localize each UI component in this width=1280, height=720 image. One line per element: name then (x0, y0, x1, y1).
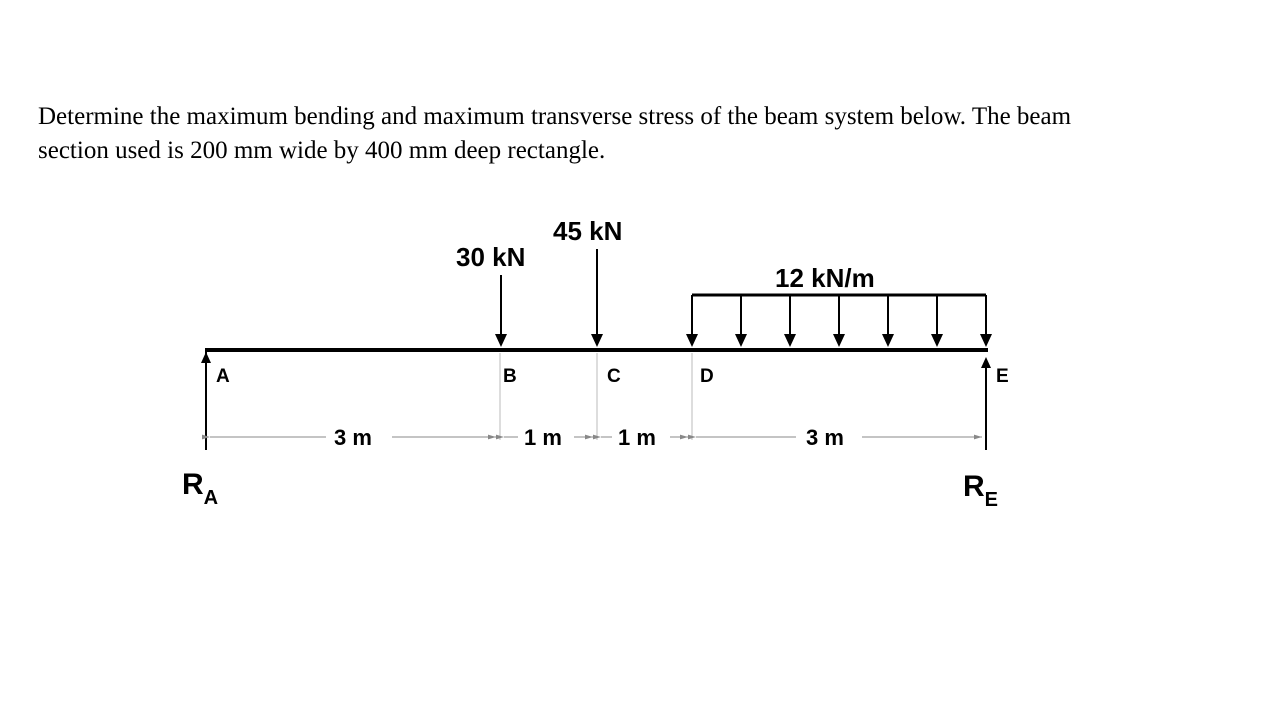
reaction-label-a (182, 468, 218, 509)
udl-arrow (686, 295, 698, 347)
reaction-arrow-e (981, 357, 991, 450)
udl-arrow (735, 295, 747, 347)
reaction-label-e-main: R (963, 470, 985, 503)
reaction-label-a-sub: A (203, 487, 219, 509)
point-label-b: B (503, 366, 517, 387)
udl-arrow (833, 295, 845, 347)
distributed-load-label: 12 kN/m (775, 263, 875, 293)
dimension-label-de: 3 m (806, 425, 844, 450)
point-load-b-arrow (495, 275, 507, 347)
point-label-c: C (607, 366, 621, 387)
point-load-b-label: 30 kN (456, 242, 526, 272)
reaction-arrow-a (201, 352, 211, 450)
dimension-label-ab: 3 m (334, 425, 372, 450)
point-label-e: E (996, 366, 1009, 387)
udl-arrow (784, 295, 796, 347)
distributed-load (686, 295, 992, 347)
udl-arrow (980, 295, 992, 347)
reaction-label-e-sub: E (984, 489, 999, 511)
udl-arrow (931, 295, 943, 347)
point-label-a: A (216, 366, 230, 387)
reaction-label-a-main: R (182, 468, 204, 501)
problem-line-1: Determine the maximum bending and maximum transverse stress of the beam system below. The beam (38, 103, 1072, 130)
reaction-label-e (963, 470, 998, 511)
dimension-label-cd: 1 m (618, 425, 656, 450)
dimension-label-bc: 1 m (524, 425, 562, 450)
point-label-d: D (700, 366, 714, 387)
udl-arrow (882, 295, 894, 347)
point-load-c-label: 45 kN (553, 216, 623, 246)
problem-line-2: section used is 200 mm wide by 400 mm deep rectangle. (38, 137, 606, 164)
point-load-c-arrow (591, 249, 603, 347)
